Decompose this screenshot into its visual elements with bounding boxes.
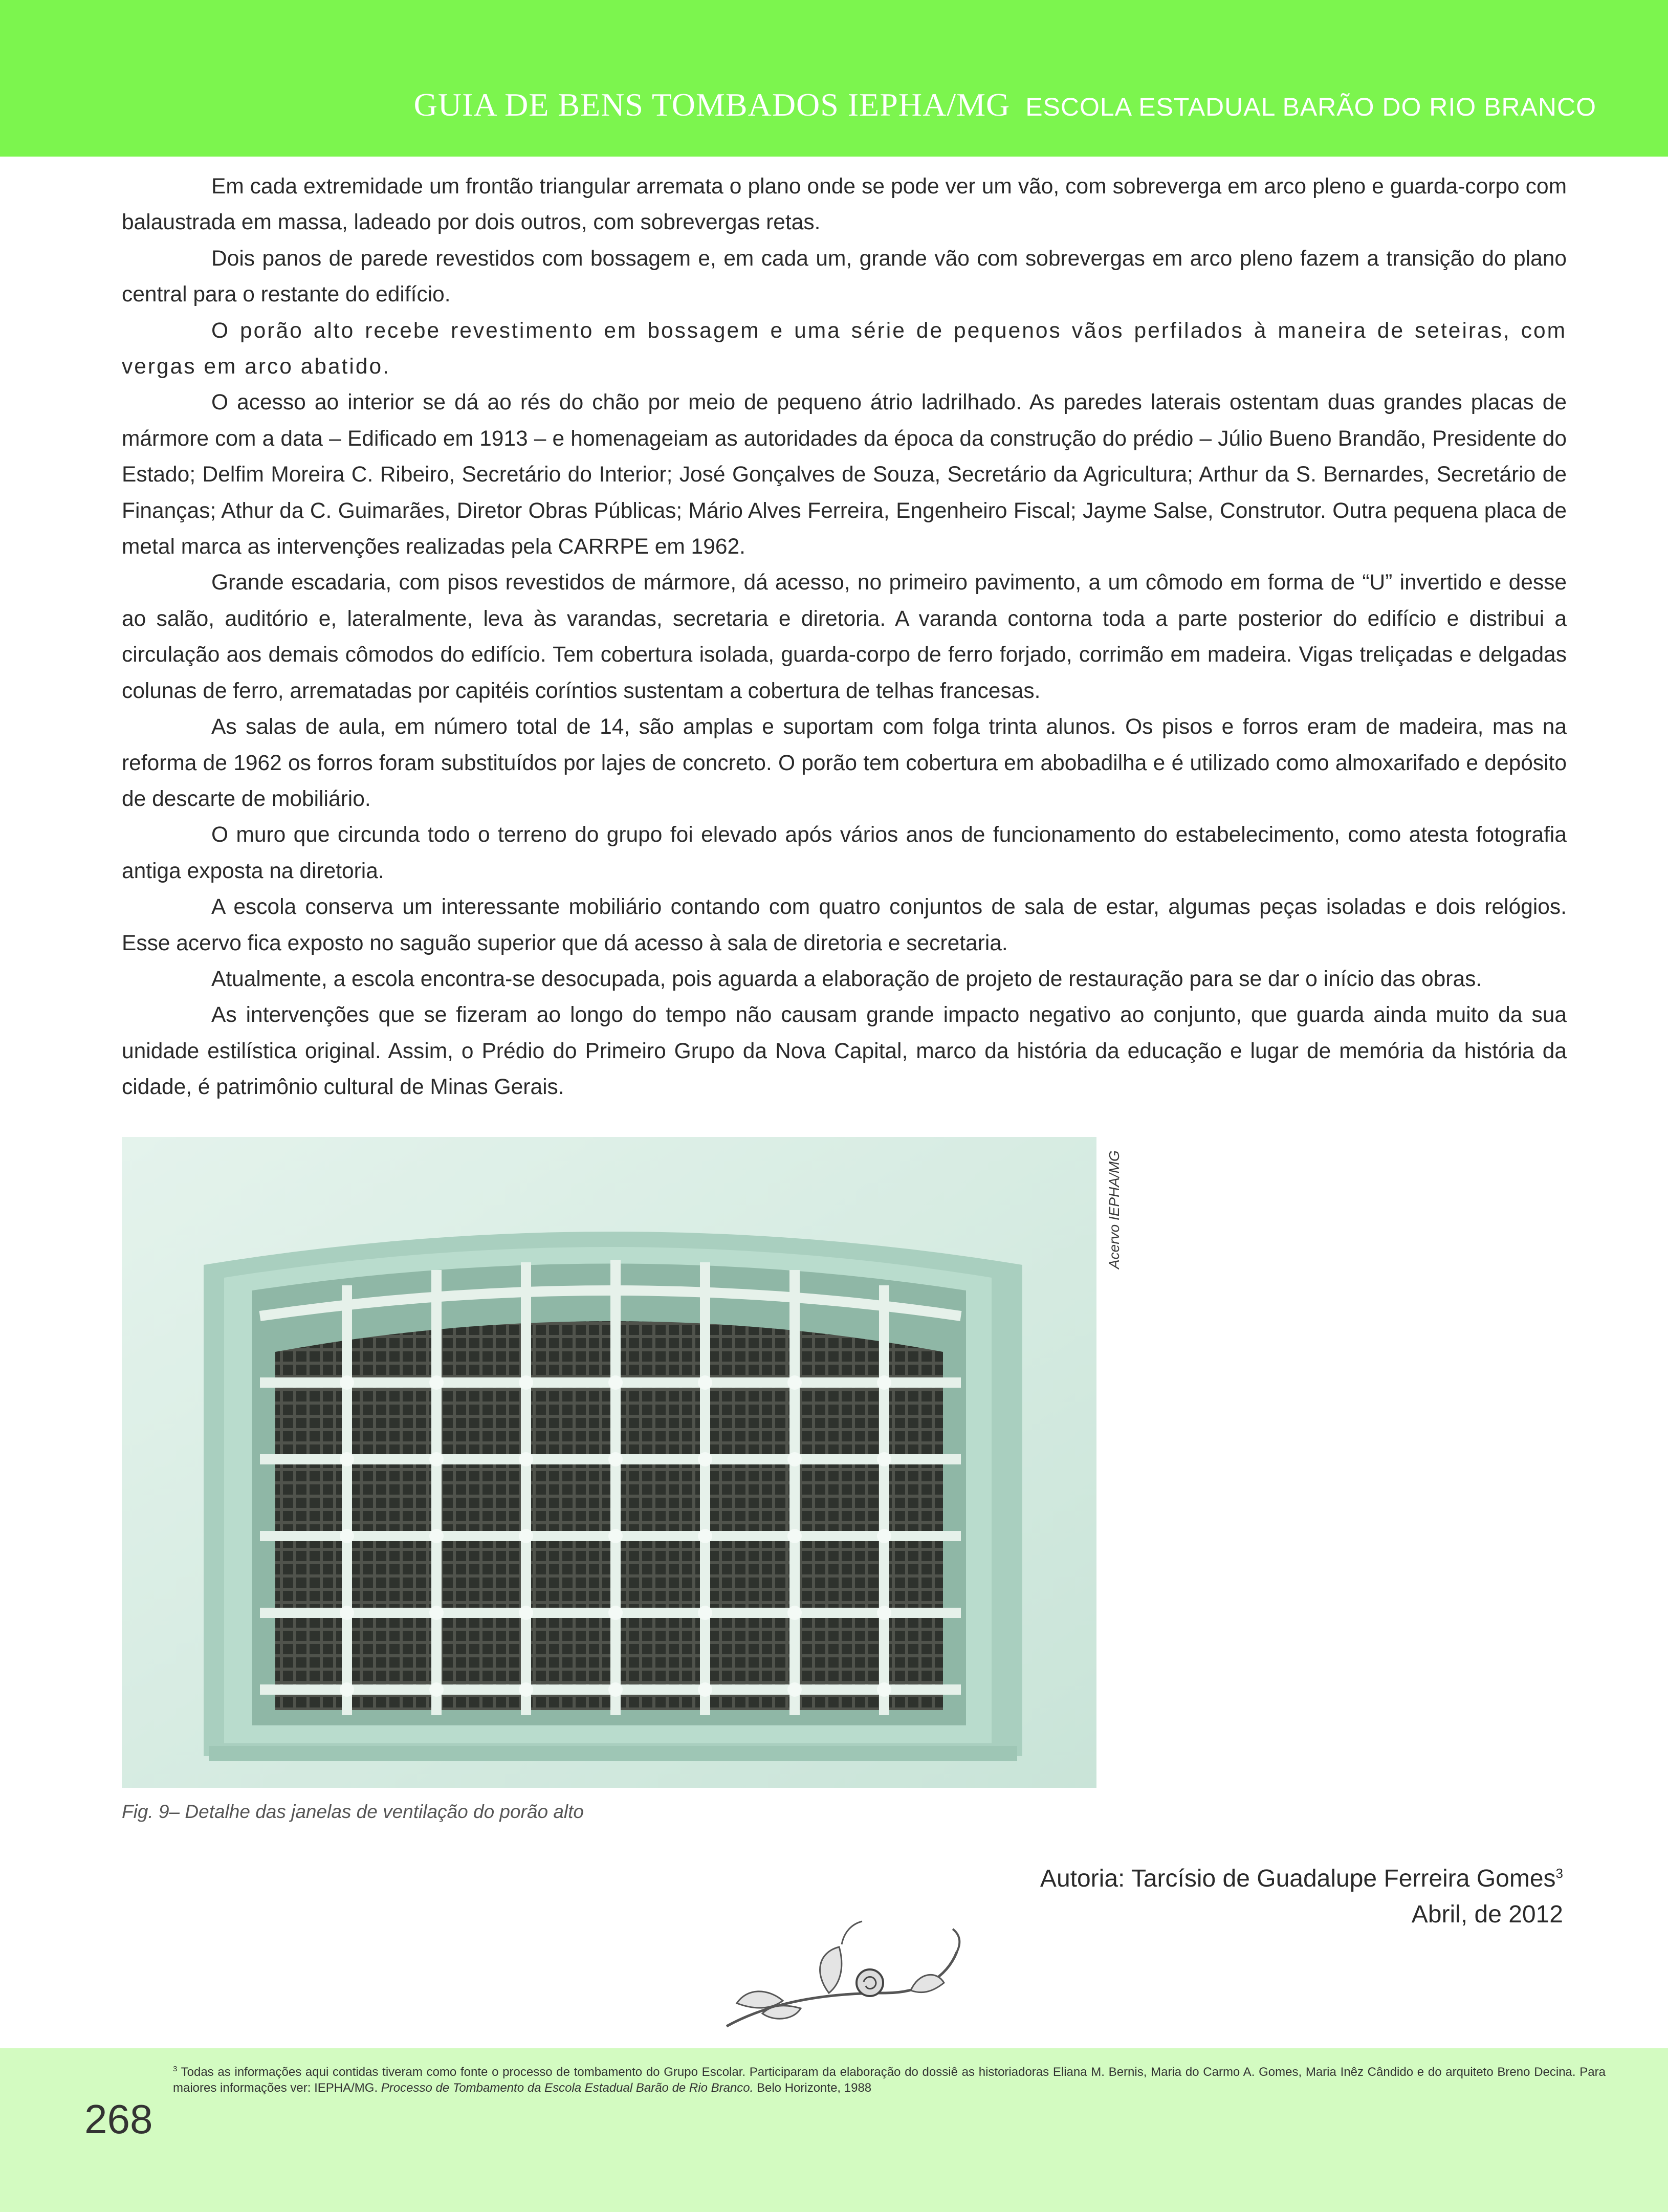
footnote-marker: 3 — [1555, 1866, 1563, 1881]
authorship-block — [1040, 1855, 1563, 1933]
footnote — [173, 2061, 1606, 2096]
paragraph: O acesso ao interior se dá ao rés do chão por meio de pequeno átrio ladrilhado. As paredes laterais ostentam duas grandes placas de mármore com a data – Edificado em 1913 – e homenageiam as autoridades da época da construção do prédio – Júlio Bueno Brandão, Presidente do Estado; Delfim Moreira C. Ribeiro, Secretário do Interior; José Gonçalves de Souza, Secretário da Agricultura; Arthur da S. Bernardes, Secretário de Finanças; Athur da C. Guimarães, Diretor Obras Públicas; Mário Alves Ferreira, Engenheiro Fiscal; Jayme Salse, Construtor. Outra pequena placa de metal marca as intervenções realizadas pela CARRPE em 1962. — [122, 390, 1567, 559]
window-grille-illustration — [122, 1137, 1096, 1788]
window-grille-photo — [122, 1137, 1096, 1788]
author-line — [1040, 1855, 1563, 1897]
paragraph: As intervenções que se fizeram ao longo do tempo não causam grande impacto negativo ao conjunto, que guarda ainda muito da sua unidade estilística original. Assim, o Prédio do Primeiro Grupo da Nova Capital, marco da história da educação e lugar de memória da história da cidade, é patrimônio cultural de Minas Gerais. — [122, 1003, 1567, 1100]
paragraph: Grande escadaria, com pisos revestidos de mármore, dá acesso, no primeiro pavimento, a um cômodo em forma de “U” invertido e desse ao salão, auditório e, lateralmente, leva às varandas, secretaria e diretoria. A varanda contorna toda a parte posterior do edifício e distribui a circulação aos demais cômodos do edifício. Tem cobertura isolada, guarda-corpo de ferro forjado, corrimão em madeira. Vigas treliçadas e delgadas colunas de ferro, arrematadas por capitéis coríntios sustentam a cobertura de telhas francesas. — [122, 571, 1567, 703]
page-header — [0, 0, 1668, 157]
author-name: Autoria: Tarcísio de Guadalupe Ferreira Gomes — [1040, 1865, 1556, 1892]
rose-ornament-icon — [716, 1916, 982, 2034]
paragraph: O porão alto recebe revestimento em bossagem e uma série de pequenos vãos perfilados à maneira de seteiras, com vergas em arco abatido. — [122, 318, 1567, 379]
footnote-marker: 3 — [173, 2065, 178, 2073]
paragraph: Atualmente, a escola encontra-se desocupada, pois aguarda a elaboração de projeto de restauração para se dar o início das obras. — [211, 967, 1482, 991]
body-text — [122, 169, 1567, 1106]
paragraph: Em cada extremidade um frontão triangular arremata o plano onde se pode ver um vão, com sobreverga em arco pleno e guarda-corpo com balaustrada em massa, ladeado por dois outros, com sobrevergas retas. — [122, 174, 1567, 235]
paragraph: As salas de aula, em número total de 14, são amplas e suportam com folga trinta alunos. Os pisos e forros eram de madeira, mas na reforma de 1962 os forros foram substituídos por lajes de concreto. O porão tem cobertura em abobadilha e é utilizado como almoxarifado e depósito de descarte de mobiliário. — [122, 715, 1567, 811]
paragraph: Dois panos de parede revestidos com bossagem e, em cada um, grande vão com sobrevergas em arco pleno fazem a transição do plano central para o restante do edifício. — [122, 246, 1567, 307]
paragraph: O muro que circunda todo o terreno do grupo foi elevado após vários anos de funcionamento do estabelecimento, como atesta fotografia antiga exposta na diretoria. — [122, 823, 1567, 883]
figure-caption: Fig. 9– Detalhe das janelas de ventilação do porão alto — [122, 1801, 584, 1822]
guide-title: GUIA DE BENS TOMBADOS IEPHA/MG — [413, 86, 1011, 123]
footnote-text: Todas as informações aqui contidas tiveram como fonte o processo de tombamento do Grupo Escolar. Participaram da elaboração do dossiê as historiadoras Eliana M. Bernis, Maria do Carmo A. Gomes, Maria Inêz Cândido e do arquiteto Breno Decina. Para maiores informações ver: IEPHA/MG. — [173, 2065, 1606, 2095]
photo-credit — [1101, 1146, 1132, 1269]
photo-credit-text: Acervo IEPHA/MG — [1106, 1150, 1122, 1269]
date-line: Abril, de 2012 — [1411, 1901, 1563, 1928]
school-title: ESCOLA ESTADUAL BARÃO DO RIO BRANCO — [1025, 93, 1596, 121]
page-number: 268 — [84, 2096, 153, 2142]
header-title — [414, 86, 1596, 124]
footnote-title: Processo de Tombamento da Escola Estadual Barão de Rio Branco. — [381, 2081, 754, 2095]
paragraph: A escola conserva um interessante mobiliário contando com quatro conjuntos de sala de estar, algumas peças isoladas e dois relógios. Esse acervo fica exposto no saguão superior que dá acesso à sala de diretoria e secretaria. — [122, 895, 1567, 955]
footnote-tail: Belo Horizonte, 1988 — [753, 2081, 872, 2095]
